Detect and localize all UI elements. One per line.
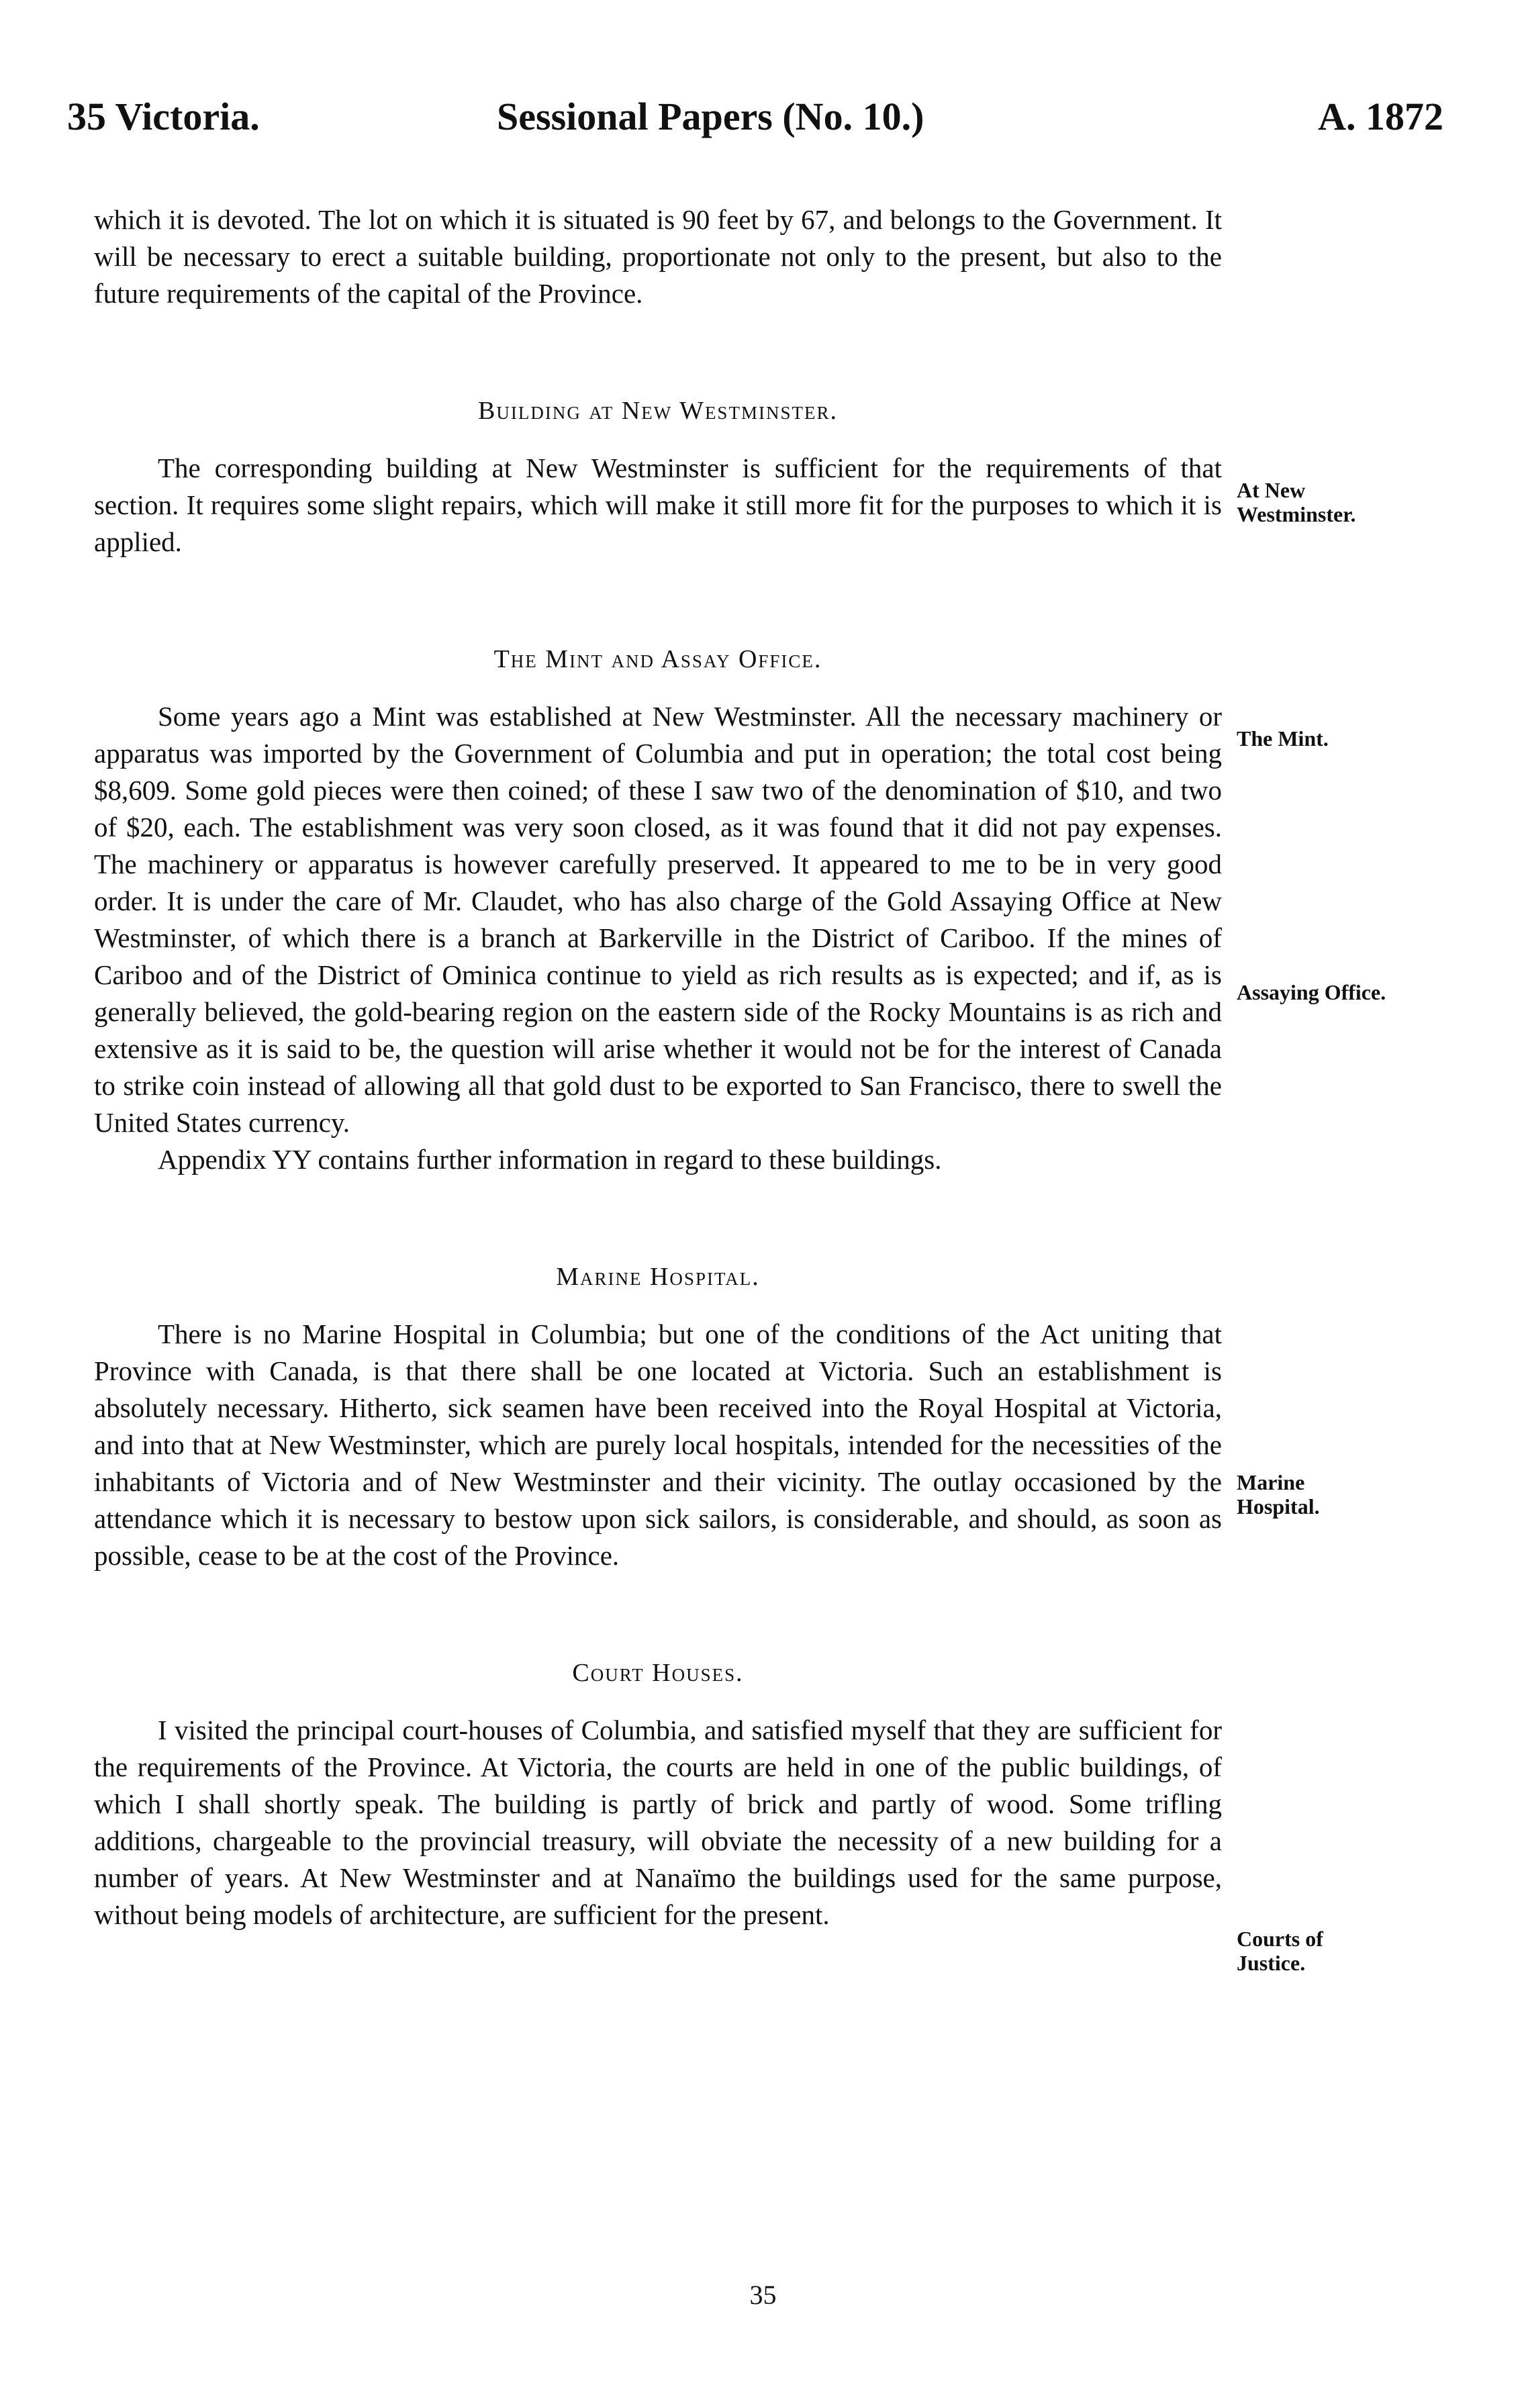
paragraph-appendix: Appendix YY contains further information in regard to these buildings. xyxy=(158,1144,942,1175)
page-number: 35 xyxy=(749,2280,777,2310)
paragraph-mint: Some years ago a Mint was established at New Westminster. All the necessary machinery or apparatus was imported by the Government of Columbia and put in operation; the total cost being $8,609. Some gold pieces were then coined; of these I saw two of the denomination of $10, and two of $20, each. The establishment was very soon closed, as it was found that it did not pay expenses. The machinery or apparatus is however carefully preserved. It appeared to me to be in very good order. It is under the care of Mr. Claudet, who has also charge of the Gold Assaying Office at New Westminster, of which there is a branch at Barkerville in the District of Cariboo. If the mines of Cariboo and of the District of Ominica continue to yield as rich results as is expected; and if, as is generally believed, the gold-bearing region on the eastern side of the Rocky Mountains is as rich and extensive as it is said to be, the question will arise whether it would not be for the interest of Canada to strike coin instead of allowing all that gold dust to be exported to San Francisco, there to swell the United States currency. xyxy=(94,701,1222,1138)
heading-marine-hospital: Marine Hospital. xyxy=(556,1263,760,1291)
header-year: A. 1872 xyxy=(1318,95,1443,138)
body-text xyxy=(94,201,1222,1933)
heading-new-westminster: Building at New Westminster. xyxy=(478,397,838,425)
header-session: 35 Victoria. xyxy=(67,95,260,138)
margin-note-assaying-office: Assaying Office. xyxy=(1237,980,1386,1004)
margin-note-marine-hospital: Marine Hospital. xyxy=(1237,1470,1320,1519)
heading-mint: The Mint and Assay Office. xyxy=(493,645,822,673)
margin-note-mint: The Mint. xyxy=(1237,726,1329,751)
header-title: Sessional Papers (No. 10.) xyxy=(497,95,924,138)
margin-note-courts: Courts of Justice. xyxy=(1237,1927,1323,1975)
running-header xyxy=(67,94,1443,148)
margin-note-new-westminster: At New Westminster. xyxy=(1237,478,1356,526)
paragraph-marine-hospital: There is no Marine Hospital in Columbia; but one of the conditions of the Act uniting that Province with Canada, is that there shall be one located at Victoria. Such an establishment is absolutely necessary. Hitherto, sick seamen have been received into the Royal Hospital at Victoria, and into that at New Westminster, which are purely local hospitals, intended for the necessities of the inhabitants of Victoria and of New Westminster and their vicinity. The outlay occasioned by the attendance which it is necessary to bestow upon sick sailors, is considerable, and should, as soon as possible, cease to be at the cost of the Province. xyxy=(94,1318,1222,1571)
intro-paragraph: which it is devoted. The lot on which it is situated is 90 feet by 67, and belongs to the Government. It will be necessary to erect a suitable building, proportionate not only to the present, but also to the future requirements of the capital of the Province. xyxy=(94,204,1222,309)
paragraph-new-westminster: The corresponding building at New Westminster is sufficient for the requirements of that section. It requires some slight repairs, which will make it still more fit for the purposes to which it is applied. xyxy=(94,452,1222,557)
paragraph-court-houses: I visited the principal court-houses of Columbia, and satisfied myself that they are sufficient for the requirements of the Province. At Victoria, the courts are held in one of the public buildings, of which I shall shortly speak. The building is partly of brick and partly of wood. Some trifling additions, chargeable to the provincial treasury, will obviate the necessity of a new building for a number of years. At New Westminster and at Nanaïmo the buildings used for the same purpose, without being models of architecture, are sufficient for the present. xyxy=(94,1715,1222,1930)
heading-court-houses: Court Houses. xyxy=(572,1659,744,1687)
